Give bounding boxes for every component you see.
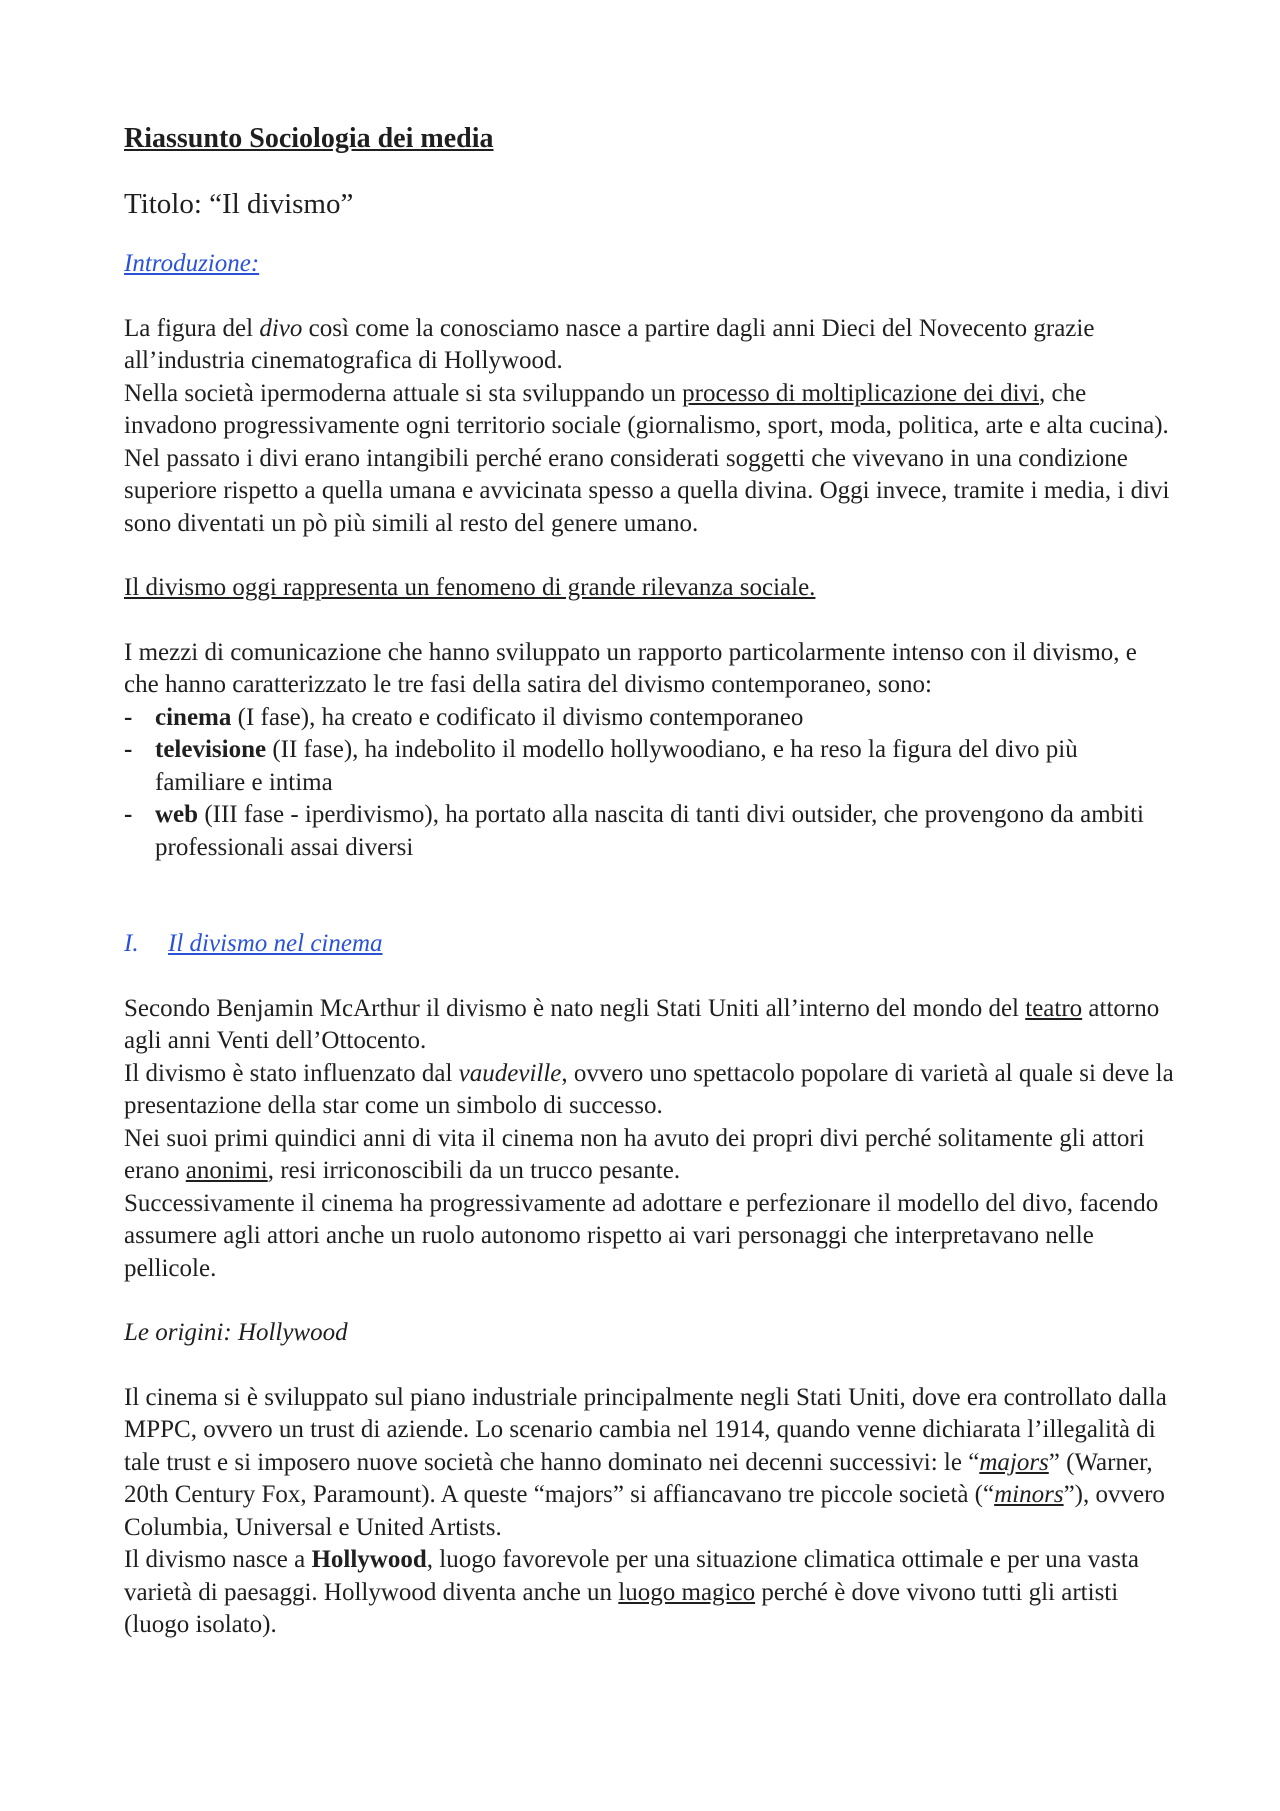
subheading-origins: Le origini: Hollywood — [124, 1319, 348, 1346]
section-1-paragraph-3: Nei suoi primi quindici anni di vita il cinema non ha avuto dei propri divi perché solitamente gli attori erano anonimi, resi irriconoscibili da un trucco pesante. — [124, 1124, 1145, 1184]
document-subtitle: Titolo: “Il divismo” — [124, 188, 354, 220]
intro-paragraph-5: I mezzi di comunicazione che hanno sviluppato un rapporto particolarmente intenso con il divismo, e che hanno caratterizzato le tre fasi della satira del divismo contemporaneo, sono: — [124, 638, 1137, 698]
section-1-paragraph-1: Secondo Benjamin McArthur il divismo è nato negli Stati Uniti all’interno del mondo del teatro attorno agli anni Venti dell’Ottocento. — [124, 994, 1160, 1054]
section-1-paragraph-4: Successivamente il cinema ha progressivamente ad adottare e perfezionare il modello del divo, facendo assumere agli attori anche un ruolo autonomo rispetto ai vari personaggi che interpretavano nelle pellicole. — [124, 1189, 1159, 1282]
document-page — [124, 122, 1174, 1642]
intro-paragraph-1: La figura del divo così come la conosciamo nasce a partire dagli anni Dieci del Novecento grazie all’industria cinematografica di Hollywood. — [124, 314, 1095, 374]
list-item: - web (III fase - iperdivismo), ha portato alla nascita di tanti divi outsider, che provengono da ambiti professionali assai diversi — [124, 801, 1144, 861]
media-phases-list — [124, 702, 1174, 865]
section-1-paragraph-6: Il divismo nasce a Hollywood, luogo favorevole per una situazione climatica ottimale e per una vasta varietà di paesaggi. Hollywood diventa anche un luogo magico perché è dove vivono tutti gli artisti (luogo isolato). — [124, 1546, 1139, 1638]
intro-paragraph-4: Il divismo oggi rappresenta un fenomeno di grande rilevanza sociale. — [124, 574, 816, 601]
list-item: - televisione (II fase), ha indebolito il modello hollywoodiano, e ha reso la figura del divo più familiare e intima — [124, 736, 1078, 796]
intro-paragraph-2: Nella società ipermoderna attuale si sta sviluppando un processo di moltiplicazione dei divi, che invadono progressivamente ogni territorio sociale (giornalismo, sport, moda, politica, arte e alta cucina). — [124, 379, 1169, 439]
section-1-heading-link[interactable]: I. Il divismo nel cinema — [124, 930, 383, 957]
intro-paragraph-3: Nel passato i divi erano intangibili perché erano considerati soggetti che vivevano in una condizione superiore rispetto a quella umana e avvicinata spesso a quella divina. Oggi invece, tramite i media, i divi sono diventati un pò più simili al resto del genere umano. — [124, 444, 1170, 537]
document-title: Riassunto Sociologia dei media — [124, 123, 494, 154]
section-1-paragraph-5: Il cinema si è sviluppato sul piano industriale principalmente negli Stati Uniti, dove era controllato dalla MPPC, ovvero un trust di aziende. Lo scenario cambia nel 1914, quando venne dichiarata l’illegalità di tale trust e si imposero nuove società che hanno dominato nei decenni successivi: le “majors” (Warner, 20th Century Fox, Paramount). A queste “majors” si affiancavano tre piccole società (“minors”), ovvero Columbia, Universal e United Artists. — [124, 1383, 1167, 1541]
list-item: - cinema (I fase), ha creato e codificato il divismo contemporaneo — [124, 703, 804, 731]
intro-heading-link[interactable]: Introduzione: — [124, 250, 260, 277]
section-1-paragraph-2: Il divismo è stato influenzato dal vaudeville, ovvero uno spettacolo popolare di varietà al quale si deve la presentazione della star come un simbolo di successo. — [124, 1059, 1174, 1119]
